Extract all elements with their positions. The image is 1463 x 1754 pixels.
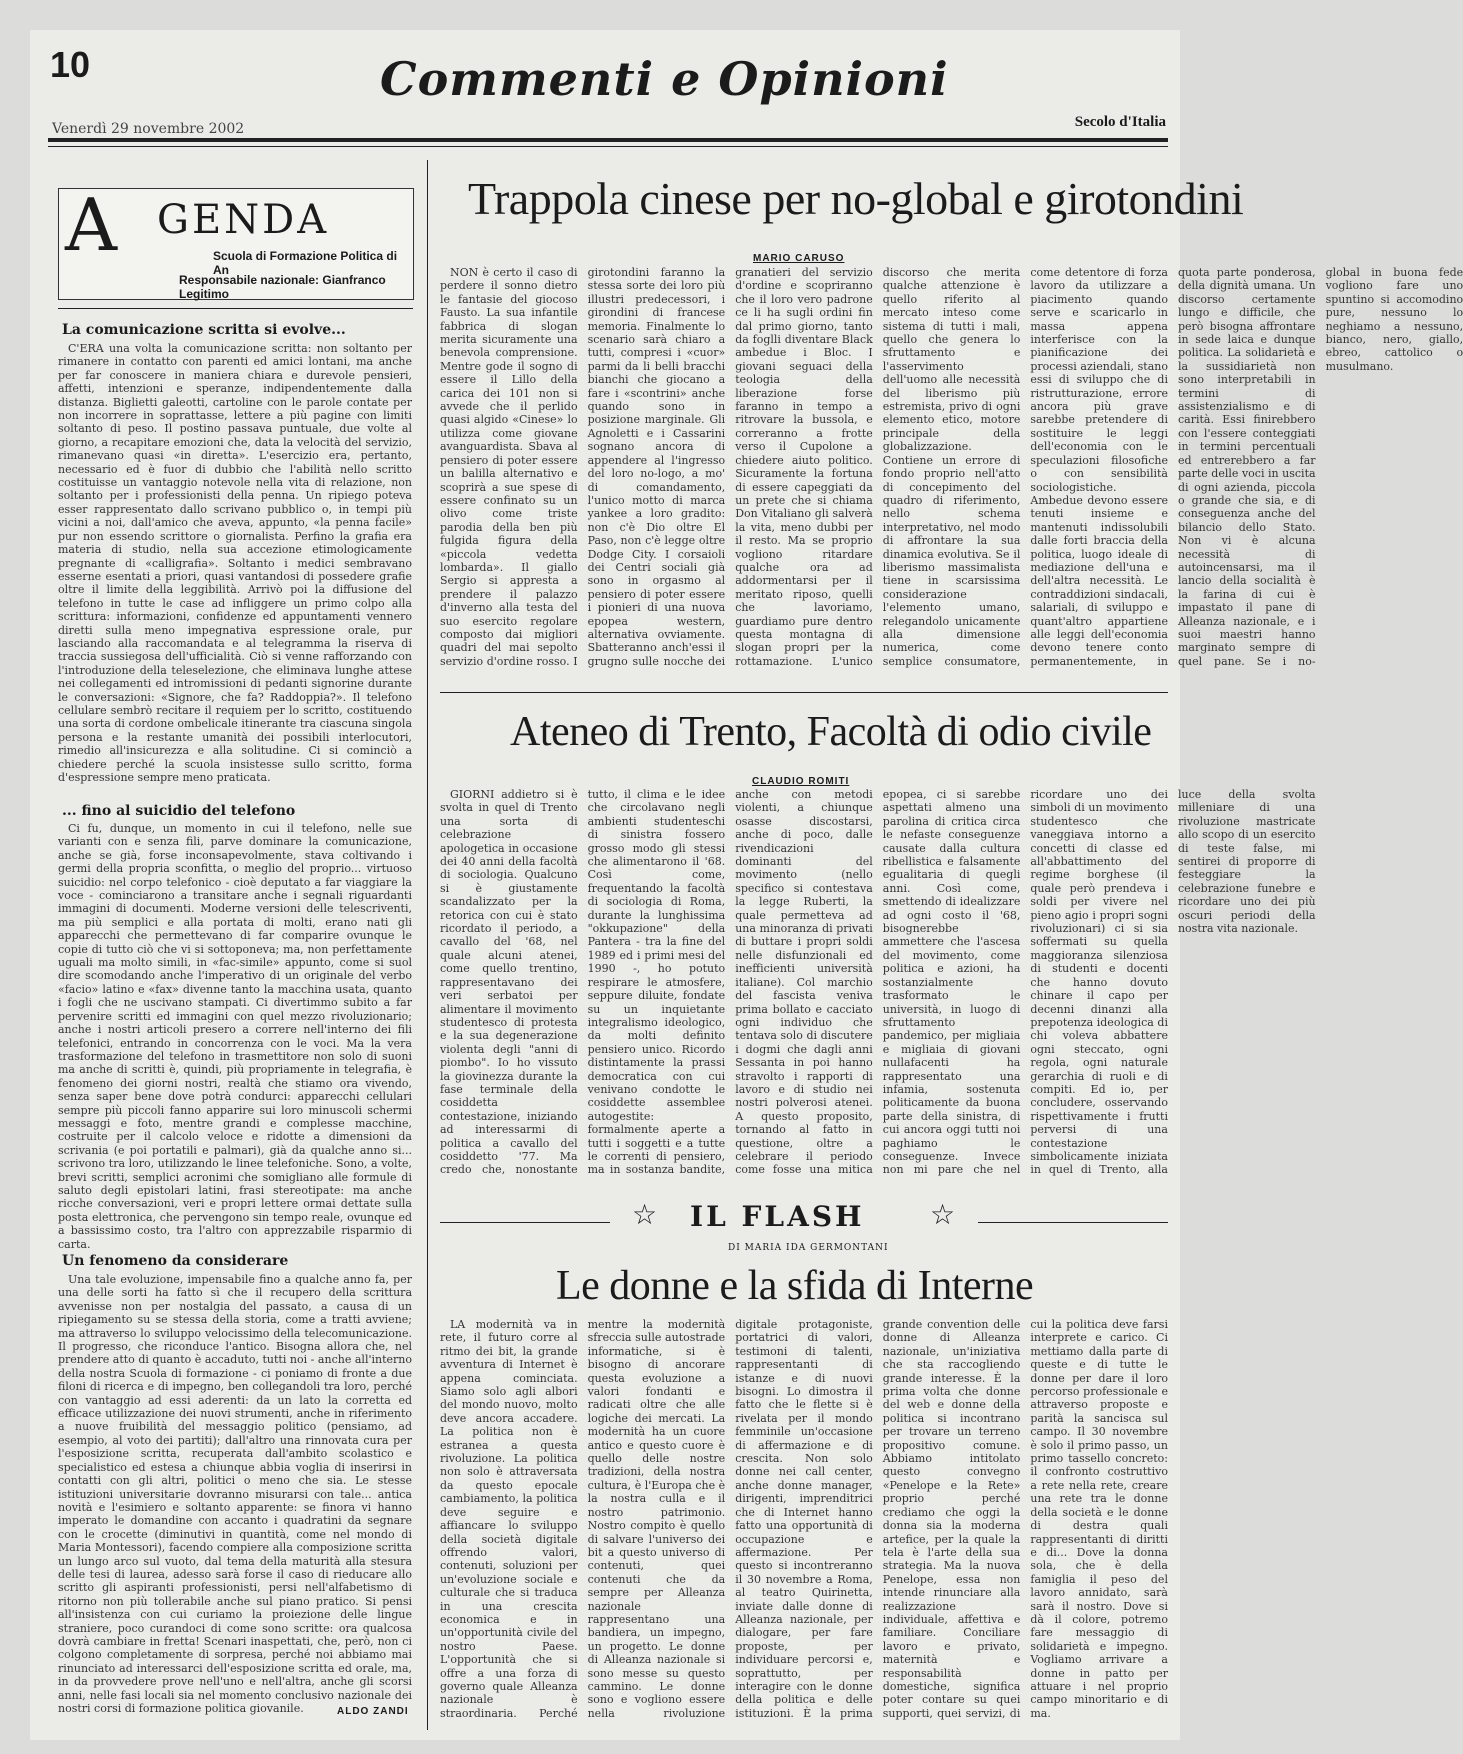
article-divider	[978, 1222, 1168, 1223]
headline: Le donne e la sfida di Interne	[556, 1263, 1034, 1309]
issue-date: Venerdì 29 novembre 2002	[52, 121, 245, 137]
agenda-body: C'ERA una volta la comunicazione scritta: non soltanto per rimanere in contatto con parenti ed amici lontani, ma anche per far conoscere in maniera chiara e durevole pensieri, affetti, intenzioni e speranze, indipendentemente dalla distanza. Biglietti galeotti, cartoline con le parole contate per non incorrere in soprattasse, lettere a più pagine con limiti soltanto di peso. Il postino passava puntuale, due volte al giorno, a recapitare emozioni che, data la velocità del servizio, rimanevano quasi «in diretta». L'esercizio era, pertanto, necessario ed è fuor di dubbio che l'abilità nello scritto costituisse un vantaggio notevole nella vita di relazione, non soltanto per i professionisti della penna. Un ripiego poteva esser rappresentato dallo scrivano pubblico o, in tempi più vicini a noi, dall'amico che aveva, appunto, «la penna facile» pur non essendo scrittore o giornalista. Perfino la grafia era materia di studio, nella sua accezione etimologicamente pregnante di «calligrafia». Soltanto i medici sembravano esserne esentati a priori, quasi vantandosi di possedere grafie oltre il limite della leggibilità. Arrivò poi la diffusione del telefono in tutte le case ad infliggere un primo colpo alla scrittura: informazioni, confidenze ed appuntamenti vennero diretti sulla meno impegnativa espressione orale, pur lasciando alla raccomandata e al telegramma la riserva di traccia sussiegosa dell'ufficialità. Ciò si venne rafforzando con l'introduzione della teleselezione, che eliminava lunghe attese nei collegamenti ed intromissioni di pedanti signorine durante le conversazioni: «Signore, che fa? Raddoppia?». Il telefono cellulare sembrò recitare il requiem per lo scritto, costituendo una sorta di cordone ombelicale itinerante tra ciascuna singola persona e la restante umanità dei possibili interlocutori, rimedio all'insicurezza e alla solitudine. Ci si cominciò a chiedere perché la scuola insistesse sullo scritto, forma d'espressione sempre meno praticata.	[58, 342, 412, 784]
flash-label: IL FLASH	[690, 1200, 865, 1233]
agenda-signature: ALDO ZANDI	[337, 1706, 409, 1717]
headline: Trappola cinese per no-global e girotondini	[468, 173, 1244, 224]
flash-byline: DI MARIA IDA GERMONTANI	[728, 1243, 889, 1253]
section-title: Commenti e Opinioni	[380, 52, 949, 106]
agenda-box	[58, 183, 414, 301]
star-icon: ☆	[930, 1198, 956, 1231]
page-number: 10	[50, 44, 91, 85]
agenda-body: Ci fu, dunque, un momento in cui il telefono, nelle sue varianti con e senza fili, parve dominare la comunicazione, anche se già, forse inconsapevolmente, stava coltivando i germi della propria sconfitta, o meglio del proprio... virtuoso suicidio: nel corpo telefonico - cioè deputato a far viaggiare la voce - cominciarono a transitare anche i segnali riguardanti immagini di documenti. Moderne versioni delle telescriventi, ma più semplici e alla portata di molti, erano nati gli apparecchi che permettevano di far comparire ovunque le copie di tutto ciò che vi si sottoponeva; ma, non perfettamente uguali ma molto simili, in «fac-simile» appunto, come si suol dire scomodando anche l'imperativo di un originale del verbo «facio» latino e «fax» divenne tanto la macchina usata, quanto i fogli che ne uscivano stampati. Ci divertimmo subito a far pervenire scritti ed immagini con quel mezzo rivoluzionario; anche i nostri articoli presero a correre nell'interno dei fili telefonici, entrando in concorrenza con le voci. Ma la vera trasformazione del telefono in trasmettitore non solo di suoni ma anche di scritti è, quindi, più propriamente in telegrafia, è fenomeno dei giorni nostri, realtà che stiamo ora vivendo, senza saper bene dove potrà condurci: apparecchi cellulari sempre più piccoli fanno apparire sui loro minuscoli schermi messaggi e foto, mentre grandi e complesse macchine, costruite per il calcolo veloce e ridotte a dimensioni da scrivania (e poi portatili e palmari), già da qualche anno si... scrivono tra loro, utilizzando le linee telefoniche. Sono, a volte, brevi scritti, semplici acronimi che somigliano alle formule di saluto degli epistolari latini, frasi stereotipate: ma anche ricche conversazioni, veri e propri lettere ormai dettate sulla posta elettronica, che pervengono sin tempo reale, ovunque ed a bassissimo costo, tra l'altro con apprezzabile risparmio di carta.	[58, 822, 412, 1251]
agenda-logo-letter: A	[65, 183, 117, 267]
article-divider	[440, 692, 1168, 693]
article-body: NON è certo il caso di perdere il sonno dietro le fantasie del giocoso Fausto. La sua infantile fabbrica di slogan merita sicuramente una benevola comprensione. Mentre gode il sogno di essere il Lillo della carica dei 101 non si avvede che il perlido quasi algido «Cinese» lo utilizza come giovane avanguardista. Sbava al pensiero di poter essere un balilla alternativo e scoprirà a sue spese di essere confinato su un olivo come triste parodia della ben più fulgida figura della «piccola vedetta lombarda». Il giallo Sergio si appresta a prendere il palazzo d'inverno alla testa del suo esercito regolare composto dai migliori quadri del mai sepolto servizio d'ordine rosso. I girotondini faranno la stessa sorte dei loro più illustri predecessori, i girondini di francese memoria. Finalmente lo scenario sarà chiaro a tutti, compresi i «cuor» parmi da li belli bracchi bianchi che giocano a fare i «scontrini» anche quando sono in posizione marginale. Gli Agnoletti e i Cassarini sognano ancora di appendere al l'ingresso del loro no-logo, a mo' di comandamento, l'unico motto di marca yankee a loro gradito: non c'è Dio oltre El Paso, non c'è legge oltre Dodge City. I corsaioli dei Centri sociali già sono in orgasmo al pensiero di poter essere i pionieri di una nuova epopea western, alternativa ovviamente. Sbatteranno anch'essi il grugno sulle nocche dei granatieri del servizio d'ordine e scopriranno che il loro vero padrone ce li ha sugli ordini fin dal primo giorno, tanto da foglli diventare Black ambedue i Bloc. I giovani seguaci della teologia della liberazione forse faranno in tempo a ritrovare la bussola, e correranno a frotte verso il Cupolone a chiedere aiuto politico. Sicuramente la fortuna di essere capeggiati da un prete che si chiama Don Vitaliano gli salverà la vita, meno dubbi per il resto. Ma se proprio vogliono ritardare qualche ora ad addormentarsi per il meritato riposo, quelli che lavoriamo, guardiamo pure dentro questa montagna di slogan propri per la rottamazione. L'unico discorso che merita qualche attenzione è quello riferito al mercato inteso come sistema di tutti i mali, quello che genera lo sfruttamento e l'asservimento dell'uomo alle necessità del liberismo più estremista, privo di ogni elemento etico, motore principale della globalizzazione. Contiene un errore di fondo proprio nell'atto di concepimento del quadro di riferimento, nello schema interpretativo, nel modo di affrontare la sua dinamica evolutiva. Se il liberismo massimalista tiene in scarsissima considerazione l'elemento umano, relegandolo unicamente alla dimensione numerica, come semplice consumatore, come detentore di forza lavoro da utilizzare a piacimento quando serve e scaricarlo in massa appena interferisce con la pianificazione dei processi aziendali, stano essi di sviluppo che di ristrutturazione, errore ancora più grave sarebbe pretendere di sostituire le leggi dell'economia con le speculazioni filosofiche o con sensibilità sociologistiche. Ambedue devono essere tenuti insieme e mantenuti indissolubili dalle forti braccia della politica, luogo ideale di mediazione dell'una e dell'altra necessità. Le contraddizioni sindacali, salariali, di sviluppo e quant'altro appartiene alle leggi dell'economia devono tenere conto permanentemente, in quota parte ponderosa, della dignità umana. Un discorso certamente lungo e difficile, che però bisogna affrontare in sede laica e dunque politica. La solidarietà e la sussidiarietà non sono interpretabili in termini di assistenzialismo e di carità. Essi finirebbero con l'essere conteggiati in termini percentuali ed entrerebbero a far parte delle voci in uscita di ogni azienda, piccola o grande che sia, e di conseguenza anche del bilancio dello Stato. Non vi è alcuna necessità di autoincensarsi, ma il lancio della socialità è la farina di cui è impastato il pane di Alleanza nazionale, e i suoi maestri hanno marginato sempre di quel pane. Se i no-global in buona fede vogliono fare uno spuntino si accomodino pure, nessuno lo neghiamo a nessuno, bianco, nero, giallo, ebreo, cattolico o musulmano.	[440, 266, 1463, 668]
article-divider	[440, 1222, 610, 1223]
author: CLAUDIO ROMITI	[752, 776, 850, 787]
header-rule	[48, 138, 1168, 142]
column-divider	[427, 160, 428, 1730]
agenda-subtitle: Scuola di Formazione Politica di An	[213, 249, 398, 277]
article-body: GIORNI addietro si è svolta in quel di Trento una sorta di celebrazione apologetica in occasione dei 40 anni della facoltà di sociologia. Qualcuno si è giustamente scandalizzato per la retorica con cui è stato ricordato il periodo, a cavallo del '68, nel quale alcuni atenei, come quello trentino, rappresentavano dei veri serbatoi per alimentare il movimento studentesco di protesta e la sua degenerazione violenta degli "anni di piombo". Io ho vissuto la giovinezza durante la fase terminale della cosiddetta contestazione, iniziando ad interessarmi di politica a cavallo del cosiddetto '77. Ma credo che, nonostante tutto, il clima e le idee che circolavano negli ambienti studenteschi di sinistra fossero grosso modo gli stessi che alimentarono il '68. Così come, frequentando la facoltà di sociologia di Roma, durante la lunghissima "okkupazione" della Pantera - tra la fine del 1989 ed i primi mesi del 1990 -, ho potuto respirare le atmosfere, seppure diluite, fondate su un inquietante integralismo ideologico, da molti definito pensiero unico. Ricordo distintamente la prassi democratica con cui venivano condotte le cosiddette assemblee autogestite: formalmente aperte a tutti i soggetti e a tutte le correnti di pensiero, ma in sostanza bandite, anche con metodi violenti, a chiunque osasse discostarsi, anche di poco, dalle rivendicazioni dominanti del movimento (nello specifico si contestava la legge Ruberti, la quale permetteva ad una minoranza di privati di buttare i propri soldi nelle disfunzionali ed inefficienti università italiane). Col marchio del fascista veniva prima bollato e cacciato ogni individuo che tentava solo di discutere i dogmi che dagli anni Sessanta in poi hanno stravolto i rapporti di lavoro e di studio nei nostri polverosi atenei. A questo proposito, tornando al fatto in questione, oltre a celebrare il periodo come fosse una mitica epopea, ci si sarebbe aspettati almeno una parolina di critica circa le nefaste conseguenze causate dalla cultura ribellistica e falsamente egualitaria di quegli anni. Così come, smettendo di idealizzare ad ogni costo il '68, bisognerebbe ammettere che l'ascesa del movimento, come politica e azioni, ha sostanzialmente trasformato le università, in luogo di sfruttamento pandemico, per migliaia e migliaia di giovani nullafacenti ha rappresentato una infamia, sostenuta politicamente da buona parte della sinistra, di cui ancora oggi tutti noi paghiamo le conseguenze. Invece non mi pare che nel ricordare uno dei simboli di un movimento studentesco che vaneggiava intorno a concetti di classe ed all'abbattimento del regime borghese (il quale però prendeva i soldi per vivere nel pieno agio i propri sogni rivoluzionari) ci si sia soffermati su quella maggioranza silenziosa di studenti e docenti che hanno dovuto chinare il capo per decenni dinanzi alla prepotenza ideologica di chi voleva abbattere ogni steccato, ogni regola, ogni naturale gerarchia di ruoli e di compiti. Ed io, per concludere, osservando rispettivamente i frutti perversi di una contestazione simbolicamente iniziata in quel di Trento, alla luce della svolta milleniare di una rivoluzione mastricate allo scopo di un esercito di teste false, mi sentirei di proporre di festeggiare la celebrazione funebre e ricordare uno dei più oscuri periodi della nostra vita nazionale.	[440, 788, 1316, 1177]
headline: Ateneo di Trento, Facoltà di odio civile	[510, 709, 1152, 755]
article-body: LA modernità va in rete, il futuro corre al ritmo dei bit, la grande avventura di Internet è appena cominciata. Siamo solo agli albori del mondo nuovo, molto deve ancora accadere. La politica non è estranea a questa rivoluzione. La politica non solo è attraversata da questo epocale cambiamento, la politica deve seguire e affiancare lo sviluppo della società digitale offrendo valori, contenuti, soluzioni per un'evoluzione sociale e culturale che si traduca in una crescita economica e in un'opportunità civile del nostro Paese. L'opportunità che si offre a una forza di governo quale Alleanza nazionale è straordinaria. Perché mentre la modernità sfreccia sulle autostrade informatiche, si è bisogno di ancorare questa evoluzione a valori fondanti e radicati oltre che alle logiche dei mercati. La modernità ha un cuore antico e questo cuore è quello delle nostre tradizioni, della nostra cultura, è l'Europa che è la nostra culla e il nostro patrimonio. Nostro compito è quello di salvare l'universo dei bit a questo universo di contenuti, quei contenuti che da sempre per Alleanza nazionale rappresentano una bandiera, un impegno, un progetto. Le donne di Alleanza nazionale si sono messe su questo cammino. Le donne sono e vogliono essere nella rivoluzione digitale protagoniste, portatrici di valori, testimoni di talenti, rappresentanti di istanze e di nuovi bisogni. Lo dimostra il fatto che le flette si è rivelata per il mondo femminile un'occasione di affermazione e di crescita. Non solo donne nei call center, anche donne manager, dirigenti, imprenditrici che di Internet hanno fatto una opportunità di occupazione e affermazione. Per questo si incontreranno il 30 novembre a Roma, al teatro Quirinetta, inviate dalle donne di Alleanza nazionale, per dialogare, per fare proposte, per individuare percorsi e, soprattutto, per interagire con le donne della politica e delle istituzioni. È la prima grande convention delle donne di Alleanza nazionale, un'iniziativa che sta raccogliendo grande interesse. È la prima volta che donne del web e donne della politica si incontrano per trovare un terreno propositivo comune. Abbiamo intitolato questo convegno «Penelope e la Rete» proprio perché crediamo che oggi la donna sia la moderna artefice, per la quale la tela è l'arte della sua strategia. Ma la nuova Penelope, essa non intende rinunciare alla realizzazione individuale, affettiva e familiare. Conciliare lavoro e privato, maternità e responsabilità domestiche, significa poter contare su quei supporti, quei servizi, di cui la politica deve farsi interprete e carico. Ci mettiamo dalla parte di queste e di tutte le donne per dare il loro percorso professionale e attraverso proposte e parità la sancisca sul campo. Il 30 novembre è solo il primo passo, un primo tassello concreto: il confronto costruttivo a rete nella rete, creare una rete tra le donne della società e le donne di destra quali rappresentanti di diritti e di... Dove la donna sola, che è della famiglia il peso del lavoro annidato, sarà sarà il nostro. Dove si dà il colore, potremo fare messaggio di solidarietà e impegno. Vogliamo arrivare a donne in patto per attuare i nel proprio campo minoritario e di ma.	[440, 1318, 1168, 1720]
agenda-subhead: Un fenomeno da considerare	[62, 1253, 289, 1269]
agenda-responsible: Responsabile nazionale: Gianfranco Legitimo	[179, 273, 386, 301]
agenda-body: Una tale evoluzione, impensabile fino a qualche anno fa, per una delle sorti ha fatto sì che il recupero della scrittura avvenisse non per nostalgia del passato, a causa di un ripiegamento su se stessa della storia, come a tratti avviene; ma attraverso lo sviluppo velocissimo della telecomunicazione. Il progresso, che riconduce l'antico. Bisogna allora che, nel prendere atto di quanto è accaduto, tutti noi - anche all'interno della nostra Scuola di formazione - ci poniamo di fronte a due filoni di ricerca e di impegno, ben collegandoli tra loro, perché con vantaggio ad essi aderenti: da un lato la corretta ed efficace utilizzazione dei nuovi strumenti, anche in riferimento a nuove fruibilità del messaggio politico (pensiamo, ad esempio, al voto dei partiti); dall'altro una rinnovata cura per l'esposizione scritta, recuperata dall'ambito scolastico e specialistico ed estesa a chiunque abbia voglia di inserirsi in contatti con gli altri, politici o meno che sia. Le stesse istituzioni universitarie dovranno misurarsi con tale... antica novità e l'esimiero e soltanto apparente: se finora vi hanno imperato le domandine con accanto i quadratini da segnare con le crocette (diminutivi in quantità, come nel mondo di Maria Montessori), facendo compiere alla composizione scritta un lungo arco sul vuoto, dal tema della maturità alla stesura delle tesi di laurea, adesso sarà forse il caso di rieducare allo scritto gli aspiranti professionisti, persi nell'alfabetismo di ritorno non più tollerabile anche sul piano pratico. Si pensi all'insistenza con cui curiamo la proiezione delle lingue straniere, poco curandoci di come sono scritte: ora qualcosa dovrà cambiare in fretta! Scenari inaspettati, che, però, non ci colgono completamente di sorpresa, perché noi abbiamo mai rinunciato ad interessarci dell'esposizione scritta ed orale, ma, in da provvedere prove nell'uno e nell'altra, anche gli scorsi anni, nelle fasi locali sia nel momento conclusivo nazionale dei nostri corsi di formazione politica giovanile.	[58, 1273, 412, 1715]
agenda-rule	[58, 308, 413, 309]
star-icon: ☆	[632, 1198, 658, 1231]
author: MARIO CARUSO	[753, 253, 845, 264]
header-rule-thin	[48, 146, 1168, 147]
agenda-title: GENDA	[157, 197, 330, 243]
newspaper-name: Secolo d'Italia	[1074, 114, 1166, 130]
agenda-subhead: La comunicazione scritta si evolve...	[62, 322, 346, 338]
agenda-subhead: ... fino al suicidio del telefono	[62, 803, 296, 819]
